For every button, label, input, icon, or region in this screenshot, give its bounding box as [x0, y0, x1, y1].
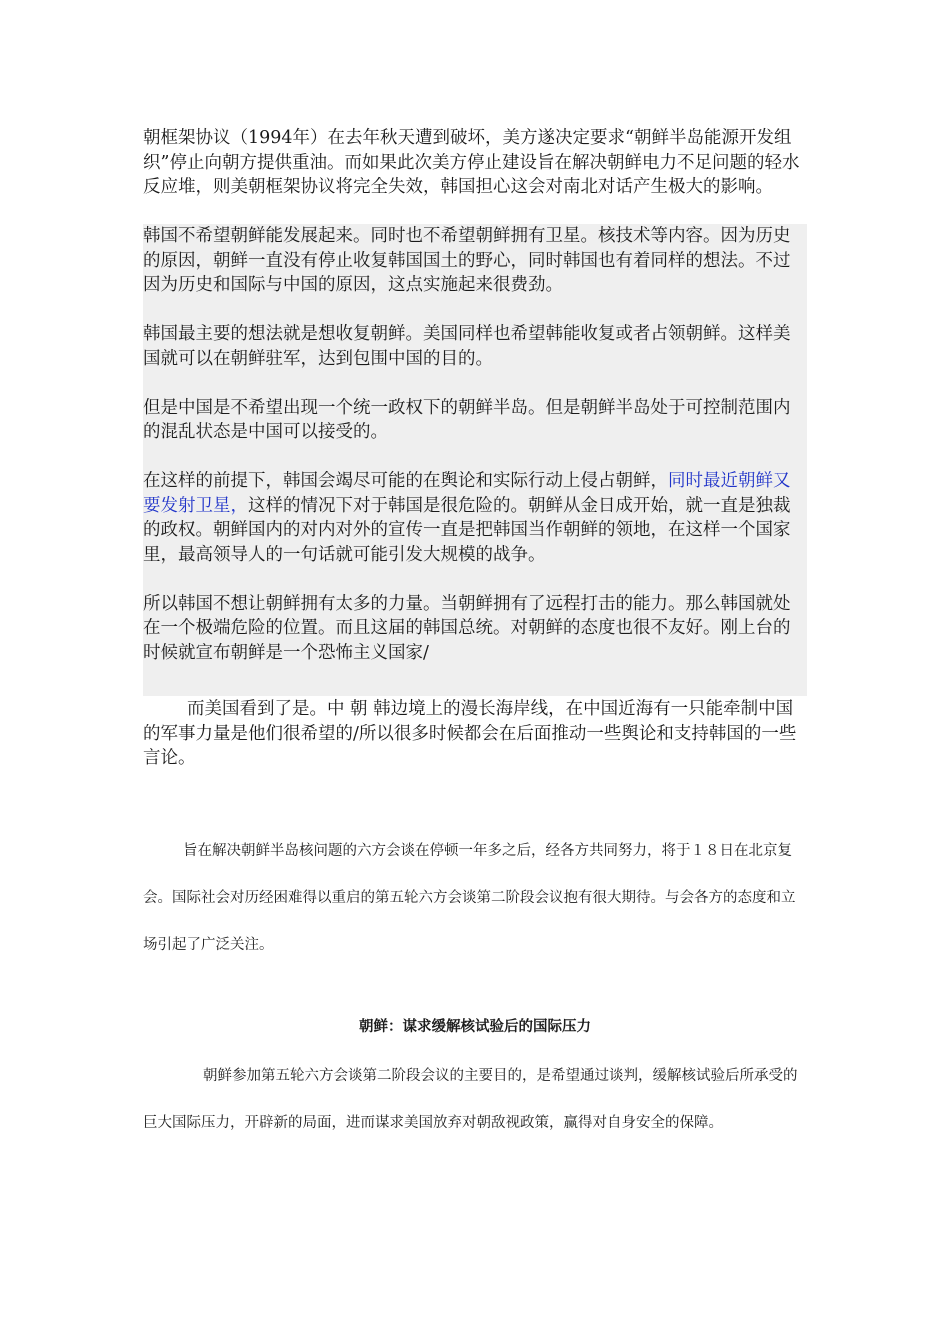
paragraph-framework-agreement: 朝框架协议（1994年）在去年秋天遭到破坏，美方遂决定要求“朝鲜半岛能源开发组织”停止向朝方提供重油。而如果此次美方停止建设旨在解决朝鲜电力不足问题的轻水反应堆，则美朝框架协议将完全失效，韩国担心这会对南北对话产生极大的影响。: [143, 128, 800, 197]
paragraph-gap: [143, 298, 807, 323]
paragraph-six-party-talks: 旨在解决朝鲜半岛核问题的六方会谈在停顿一年多之后，经各方共同努力，将于１８日在北京复会。国际社会对历经困难得以重启的第五轮六方会谈第二阶段会议抱有很大期待。与会各方的态度和立场引起了广泛关注。: [143, 843, 796, 953]
paragraph-north-korea-goal: 朝鲜参加第五轮六方会谈第二阶段会议的主要目的，是希望通过谈判，缓解核试验后所承受的巨大国际压力，开辟新的局面，进而谋求美国放弃对朝敌视政策，赢得对自身安全的保障。: [143, 1068, 798, 1131]
paragraph-satellite-danger: [143, 469, 807, 567]
paragraph-us-view: 而美国看到了是。中 朝 韩边境上的漫长海岸线，在中国近海有一只能牵制中国的军事力量是他们很希望的/所以很多时候都会在后面推动一些舆论和支持韩国的一些言论。: [143, 699, 797, 768]
paragraph-gap: [143, 371, 807, 396]
text-segment: 在这样的前提下，韩国会竭尽可能的在舆论和实际行动上侵占朝鲜，: [143, 471, 668, 491]
paragraph-gap: [143, 567, 807, 592]
satellite-link[interactable]: 同时最近朝鲜又要发射卫星，: [143, 471, 791, 516]
paragraph-china-position: 但是中国是不希望出现一个统一政权下的朝鲜半岛。但是朝鲜半岛处于可控制范围内的混乱状态是中国可以接受的。: [143, 397, 791, 442]
quoted-comment-block: [143, 224, 807, 696]
section-heading: 朝鲜：谋求缓解核试验后的国际压力: [359, 1019, 591, 1035]
paragraph-gap: [143, 445, 807, 470]
paragraph-korea-power: 所以韩国不想让朝鲜拥有太多的力量。当朝鲜拥有了远程打击的能力。那么韩国就处在一个极端危险的位置。而且这届的韩国总统。对朝鲜的态度也很不友好。刚上台的时候就宣布朝鲜是一个恐怖主义国家/: [143, 593, 791, 663]
paragraph-korea-wishes: 韩国不希望朝鲜能发展起来。同时也不希望朝鲜拥有卫星。核技术等内容。因为历史的原因，朝鲜一直没有停止收复韩国国土的野心，同时韩国也有着同样的想法。不过因为历史和国际与中国的原因，这点实施起来很费劲。: [143, 226, 791, 295]
text-segment: 这样的情况下对于韩国是很危险的。朝鲜从金日成开始，就一直是独裁的政权。朝鲜国内的对内对外的宣传一直是把韩国当作朝鲜的领地，在这样一个国家里，最高领导人的一句话就可能引发大规模的战争。: [143, 495, 791, 565]
paragraph-korea-main-idea: 韩国最主要的想法就是想收复朝鲜。美国同样也希望韩能收复或者占领朝鲜。这样美国就可以在朝鲜驻军，达到包围中国的目的。: [143, 324, 791, 369]
